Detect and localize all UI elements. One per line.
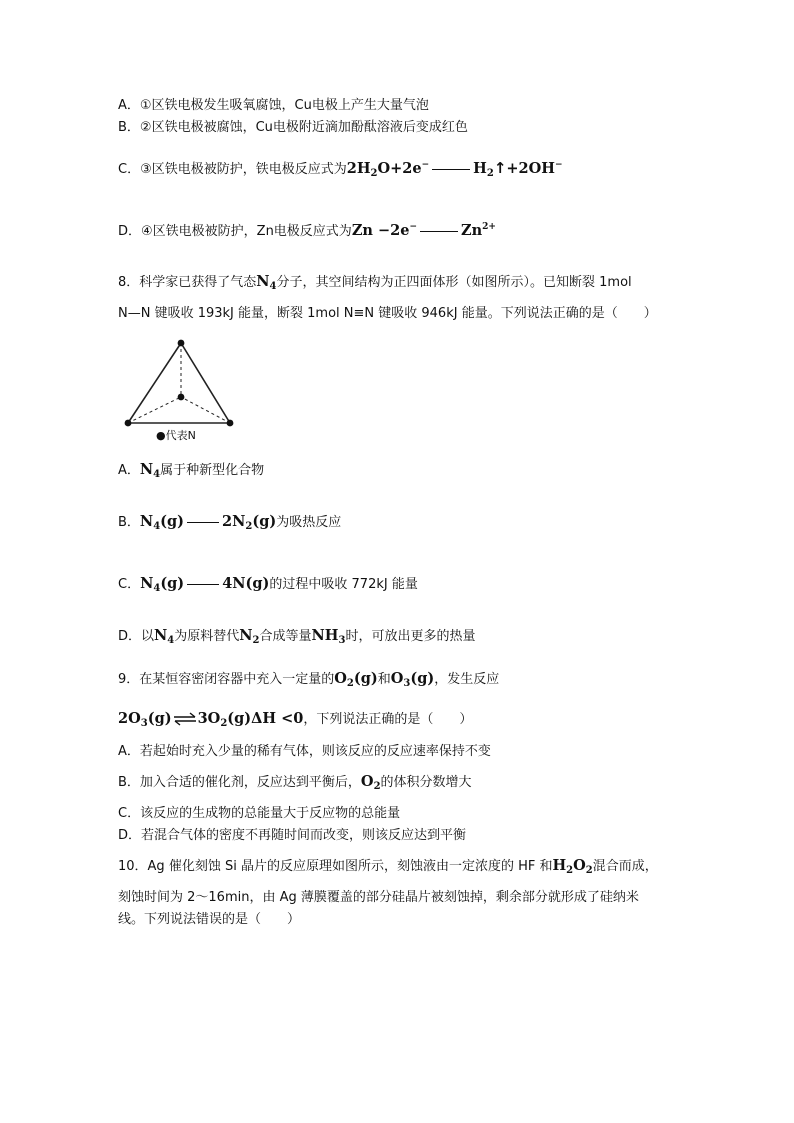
figure-legend: ●代表N [156,429,196,442]
q8-option-a [118,461,264,480]
q8-c-label: C． [118,577,141,592]
reversible-arrow-icon [172,712,198,726]
q7-option-c [118,159,563,179]
q10-h2o2-formula: $H_2O_2$ [552,857,593,876]
q8-stem-post: 分子，其空间结构为正四面体形（如图所示）。已知断裂 1mol [276,275,632,290]
q9-option-c: C．该反应的生成物的总能量大于反应物的总能量 [118,806,401,821]
q9-b-pre: B．加入合适的催化剂，反应达到平衡后， [118,775,361,790]
q9-reaction-post: ，下列说法正确的是（ ） [303,712,473,727]
q9-o3-formula: $O_3(g)$ [390,670,435,689]
q9-reaction-line [118,710,472,729]
q9-stem-and: 和 [377,672,391,687]
q9-option-b [118,773,472,792]
q7-option-d-text: D．④区铁电极被防护，Zn电极反应式为 [118,224,352,239]
q10-line1-pre: 10．Ag 催化刻蚀 Si 晶片的反应原理如图所示，刻蚀液由一定浓度的 HF 和 [118,859,553,874]
q8-b-label: B． [118,515,140,530]
n-atom-back [178,394,185,401]
q8-b-text: 为吸热反应 [276,515,342,530]
q8-stem-line2: N—N 键吸收 193kJ 能量，断裂 1mol N≡N 键吸收 946kJ 能量。下列说法正确的是（ ） [118,306,657,321]
q9-reaction-formula: $2O_3(g)$ $3O_2(g)\Delta H <0$ [118,710,304,729]
q8-d-nh3: $NH_3$ [311,627,346,646]
q7-option-d [118,222,496,241]
q9-b-o2: $O_2$ [360,773,381,792]
q8-option-d [118,627,475,646]
q9-stem-post: ，发生反应 [434,672,500,687]
q8-b-formula: $N_4(g)$ $2N_2(g)$ [139,513,277,532]
q8-option-c [118,575,418,594]
q7-option-c-text: C．③区铁电极被防护，铁电极反应式为 [118,162,347,177]
q8-d-n4: $N_4$ [154,627,175,646]
q8-stem-line1 [118,273,632,292]
q9-stem [118,670,499,689]
q9-option-a: A．若起始时充入少量的稀有气体，则该反应的反应速率保持不变 [118,744,491,759]
q8-n4-formula: $N_4$ [256,273,277,292]
q8-d-mid2: 合成等量 [259,629,312,644]
q7-option-a: A．①区铁电极发生吸氧腐蚀，Cu电极上产生大量气泡 [118,98,429,113]
q8-d-n2: $N_2$ [239,627,260,646]
q8-d-pre: D．以 [118,629,155,644]
q8-a-formula: $N_4$ [139,461,161,480]
q8-stem-pre: 8．科学家已获得了气态 [118,275,257,290]
q7-option-d-formula: Zn −2e− $Zn^{2+}$ [351,222,496,239]
q8-c-formula: $N_4(g)$ 4N(g) [140,575,270,594]
q9-o2-formula: $O_2(g)$ [334,670,378,689]
q8-d-mid1: 为原料替代 [174,629,240,644]
n4-tetrahedron-figure [118,335,238,443]
q8-a-label: A． [118,463,140,478]
q8-c-text: 的过程中吸收 772kJ 能量 [269,577,418,592]
q10-line1-post: 混合而成， [592,859,658,874]
q9-b-post: 的体积分数增大 [380,775,472,790]
q8-option-b [118,513,341,532]
q7-option-c-formula: $2H_2O+2e^-$ $H_2↑+2OH^-$ [346,159,563,179]
q8-a-text: 属于种新型化合物 [160,463,265,478]
n-atom-top [178,340,185,347]
q10-line3: 线。下列说法错误的是（ ） [118,912,301,927]
q7-option-b: B．②区铁电极被腐蚀，Cu电极附近滴加酚酞溶液后变成红色 [118,120,468,135]
q9-option-d: D．若混合气体的密度不再随时间而改变，则该反应达到平衡 [118,828,467,843]
q10-line1 [118,857,658,876]
n-atom-left [125,420,132,427]
q10-line2: 刻蚀时间为 2～16min，由 Ag 薄膜覆盖的部分硅晶片被刻蚀掉，剩余部分就形成了硅纳米 [118,890,639,905]
n-atom-right [227,420,234,427]
q9-stem-pre: 9．在某恒容密闭容器中充入一定量的 [118,672,335,687]
q8-d-post: 时，可放出更多的热量 [345,629,476,644]
